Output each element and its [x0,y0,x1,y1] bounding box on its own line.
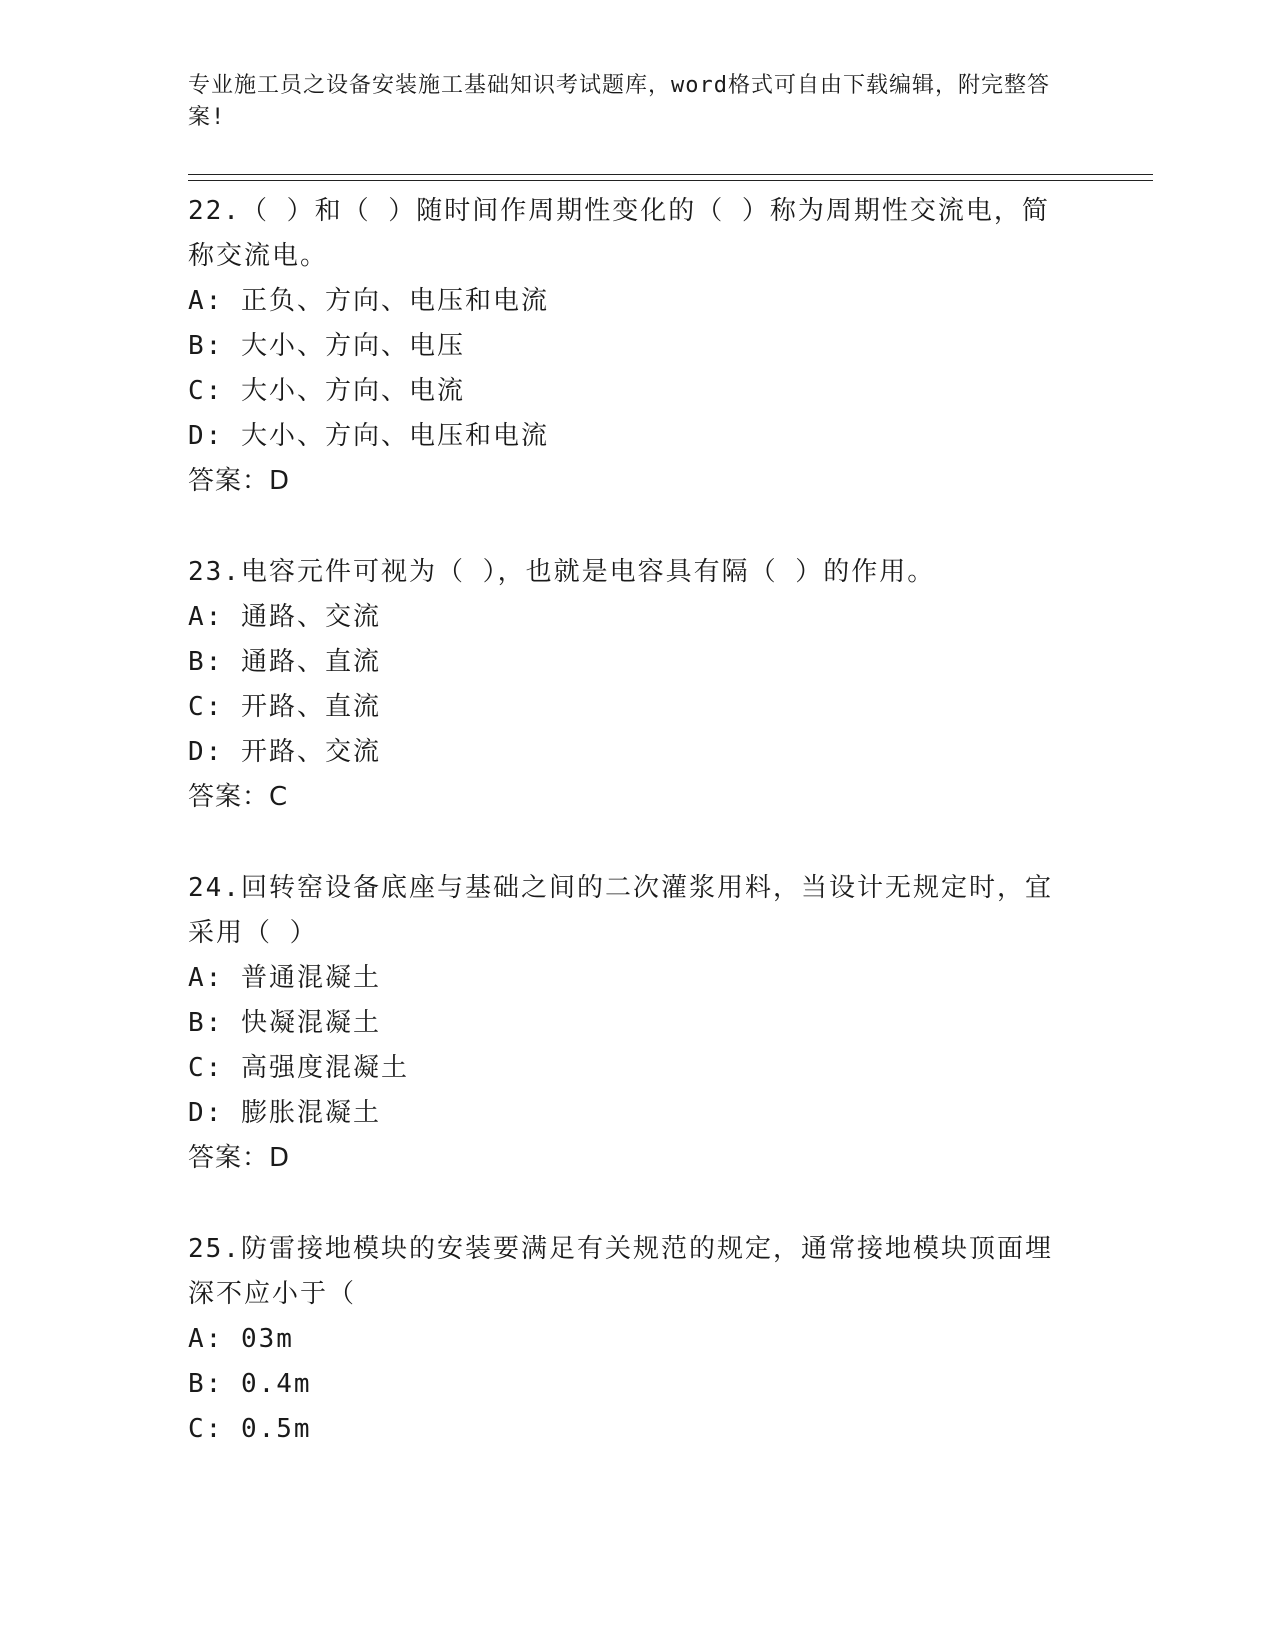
question-list [188,189,1153,1452]
question-23 [188,550,1153,820]
option-a: A: 正负、方向、电压和电流 [188,286,549,316]
question-22 [188,189,1153,504]
option-d: D: 膨胀混凝土 [188,1098,381,1128]
question-stem: 22.（ ）和（ ）随时间作周期性变化的（ ）称为周期性交流电，简称交流电。 [188,196,1050,271]
answer: 答案：C [188,782,289,812]
answer: 答案：D [188,1143,291,1173]
answer: 答案：D [188,466,291,496]
header-double-rule [188,174,1153,181]
option-c: C: 开路、直流 [188,692,381,722]
option-a: A: 通路、交流 [188,602,381,632]
option-b: B: 大小、方向、电压 [188,331,465,361]
option-c: C: 大小、方向、电流 [188,376,465,406]
question-25 [188,1227,1153,1452]
option-b: B: 通路、直流 [188,647,381,677]
option-d: D: 大小、方向、电压和电流 [188,421,549,451]
option-c: C: 0.5m [188,1414,312,1444]
document-page [188,70,1153,1498]
option-a: A: 03m [188,1324,294,1354]
document-header: 专业施工员之设备安装施工基础知识考试题库，word格式可自由下载编辑，附完整答案! [188,73,1050,130]
question-stem: 24.回转窑设备底座与基础之间的二次灌浆用料，当设计无规定时，宜采用（ ） [188,873,1053,948]
option-b: B: 快凝混凝土 [188,1008,381,1038]
option-a: A: 普通混凝土 [188,963,381,993]
question-stem: 25.防雷接地模块的安装要满足有关规范的规定，通常接地模块顶面埋深不应小于（ [188,1234,1053,1309]
option-c: C: 高强度混凝土 [188,1053,409,1083]
question-24 [188,866,1153,1181]
option-d: D: 开路、交流 [188,737,381,767]
option-b: B: 0.4m [188,1369,312,1399]
question-stem: 23.电容元件可视为（ ），也就是电容具有隔（ ）的作用。 [188,557,936,587]
